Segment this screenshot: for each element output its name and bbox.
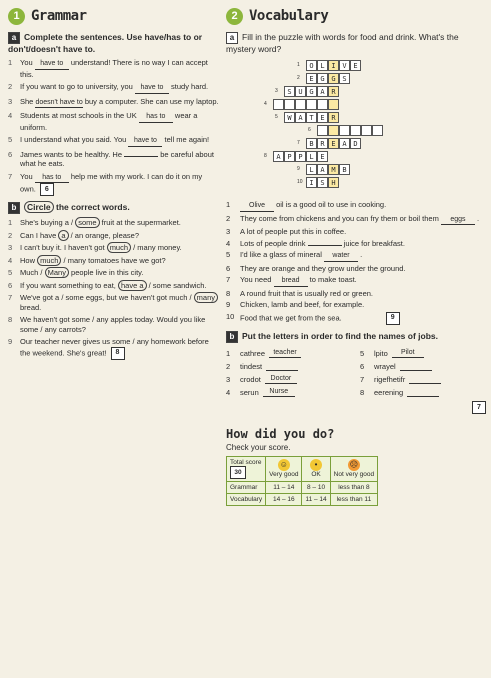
table-row: Vocabulary 14 – 16 11 – 14 less than 11	[227, 493, 378, 505]
puzzle-cell[interactable]	[350, 125, 361, 136]
total-score-box: 30	[230, 466, 246, 479]
circled-answer[interactable]: much	[107, 242, 131, 253]
puzzle-cell[interactable]: B	[306, 138, 317, 149]
puzzle-cell[interactable]: A	[317, 86, 328, 97]
list-item: 1 She's buying a / some fruit at the supermarket.	[8, 218, 181, 227]
table-row: Grammar 11 – 14 8 – 10 less than 8	[227, 481, 378, 493]
answer-blank[interactable]: Olive	[240, 201, 274, 212]
puzzle-cell[interactable]: A	[295, 112, 306, 123]
item-number: 3	[8, 96, 13, 106]
exercise-letter: a	[226, 32, 238, 44]
list-item: 2 If you want to go to university, you have to study hard.	[8, 82, 220, 94]
crossword-puzzle	[262, 58, 442, 198]
list-item: 6 James wants to be healthy. He be careful about what he eats.	[8, 149, 214, 168]
puzzle-cell[interactable]: S	[339, 73, 350, 84]
clue-number: 7	[297, 140, 300, 146]
answer-blank[interactable]: have to	[128, 136, 162, 147]
col-not-very-good: ☹ Not very good	[330, 456, 377, 481]
exercise-b	[226, 331, 486, 417]
neutral-face-icon: •	[310, 459, 322, 471]
answer-blank[interactable]	[400, 362, 432, 371]
job-item: 8 eerening	[360, 388, 486, 397]
circled-answer[interactable]: have a	[118, 280, 147, 291]
vocabulary-header	[226, 6, 486, 26]
puzzle-cell[interactable]: P	[284, 151, 295, 162]
list-item: 2 Can I have a / an orange, please?	[8, 230, 140, 240]
section-title: Grammar	[31, 8, 87, 24]
item-number: 5	[8, 135, 13, 144]
item-number: 6	[8, 280, 13, 290]
list-item: 10 Food that we get from the sea. 9	[226, 312, 486, 325]
puzzle-cell[interactable]: M	[328, 164, 339, 175]
puzzle-cell[interactable]: A	[339, 138, 350, 149]
puzzle-cell[interactable]: I	[306, 177, 317, 188]
puzzle-cell[interactable]: S	[284, 86, 295, 97]
item-number: 8	[226, 288, 231, 298]
puzzle-cell[interactable]: R	[317, 138, 328, 149]
exercise-items	[8, 218, 220, 360]
puzzle-cell[interactable]	[372, 125, 383, 136]
circled-answer[interactable]: many	[194, 292, 218, 303]
score-box[interactable]: 8	[111, 347, 125, 360]
answer-blank[interactable]: eggs	[441, 215, 475, 226]
puzzle-cell[interactable]: R	[328, 112, 339, 123]
puzzle-cell[interactable]: W	[284, 112, 295, 123]
how-subtitle: Check your score.	[226, 442, 291, 452]
exercise-letter: b	[226, 331, 238, 343]
score-box[interactable]: 6	[40, 183, 54, 196]
score-table	[226, 456, 378, 506]
item-number: 5	[8, 268, 13, 277]
list-item: 7 We've got a / some eggs, but we haven't got much / many bread.	[8, 293, 220, 312]
exercise-items	[8, 58, 220, 196]
item-number: 7	[8, 293, 13, 302]
circled-answer[interactable]: Many	[45, 267, 69, 278]
puzzle-cell[interactable]	[273, 99, 284, 110]
answer-blank[interactable]: have to	[35, 59, 69, 70]
list-item: 7 You need bread to make toast.	[226, 275, 486, 287]
col-ok: • OK	[302, 456, 330, 481]
answer-blank[interactable]	[124, 156, 158, 157]
item-number: 3	[226, 227, 231, 236]
exercise-instruction: a Complete the sentences. Use have/has to or don't/doesn't have to.	[8, 32, 203, 54]
puzzle-cell[interactable]: E	[328, 138, 339, 149]
list-item: 5 Much / Many people live in this city.	[8, 268, 144, 277]
clue-number: 10	[297, 179, 303, 185]
item-number: 2	[8, 82, 13, 91]
list-item: 8 We haven't got some / any apples today. Would you like some / any carrots?	[8, 315, 206, 334]
exercise-a	[226, 32, 486, 325]
puzzle-cell[interactable]: E	[317, 151, 328, 162]
puzzle-cell[interactable]	[328, 125, 339, 136]
exercise-instruction: a Fill in the puzzle with words for food and drink. What's the mystery word?	[226, 32, 459, 54]
exercise-instruction: b Put the letters in order to find the names of jobs.	[226, 331, 486, 343]
clue-number: 5	[275, 114, 278, 120]
answer-blank[interactable]: bread	[274, 276, 308, 287]
puzzle-cell[interactable]: B	[339, 164, 350, 175]
puzzle-cell[interactable]: G	[317, 73, 328, 84]
list-item: 6 If you want something to eat, have a / some sandwich.	[8, 280, 207, 290]
list-item: 4 Lots of people drink juice for breakfast.	[226, 238, 405, 248]
puzzle-cell[interactable]: U	[295, 86, 306, 97]
job-item: 3 crodot Doctor	[226, 375, 352, 384]
answer-blank[interactable]: water	[324, 251, 358, 262]
list-item: 8 A round fruit that is usually red or green.	[226, 288, 373, 298]
answer-blank[interactable]	[266, 362, 298, 371]
item-number: 10	[226, 311, 235, 321]
item-number: 7	[8, 171, 13, 181]
puzzle-cell[interactable]: P	[295, 151, 306, 162]
answer-blank[interactable]: Doctor	[265, 375, 297, 384]
clue-number: 4	[264, 101, 267, 107]
answer-blank[interactable]: Pilot	[392, 349, 424, 358]
exercise-b	[8, 202, 220, 360]
list-item: 3 A lot of people put this in coffee.	[226, 227, 347, 236]
puzzle-cell[interactable]: V	[339, 60, 350, 71]
puzzle-cell[interactable]: R	[328, 86, 339, 97]
total-score-cell: Total score 30	[227, 456, 266, 481]
section-number: 1	[8, 8, 25, 25]
puzzle-cell[interactable]: L	[317, 60, 328, 71]
answer-blank[interactable]: Nurse	[263, 388, 295, 397]
puzzle-cell[interactable]: A	[317, 164, 328, 175]
clue-number: 1	[297, 62, 300, 68]
answer-blank[interactable]	[308, 245, 342, 246]
item-number: 1	[8, 218, 13, 227]
exercise-letter: a	[8, 32, 20, 44]
col-very-good: ☺ Very good	[266, 456, 302, 481]
grammar-column	[8, 6, 220, 363]
clue-number: 3	[275, 88, 278, 94]
item-number: 5	[226, 250, 231, 259]
answer-blank[interactable]: teacher	[269, 349, 301, 358]
item-number: 6	[8, 149, 13, 159]
puzzle-cell[interactable]: E	[350, 60, 361, 71]
circled-answer[interactable]: a	[58, 230, 68, 241]
job-item: 1 cathree teacher	[226, 349, 352, 358]
list-item: 3 I can't buy it. I haven't got much / many money.	[8, 243, 182, 252]
job-item: 4 serun Nurse	[226, 388, 352, 397]
circled-answer[interactable]: some	[75, 217, 99, 228]
grammar-header	[8, 6, 220, 26]
puzzle-cell[interactable]: I	[328, 60, 339, 71]
item-number: 1	[226, 200, 231, 209]
answer-blank[interactable]: has to	[139, 112, 173, 123]
item-number: 4	[226, 238, 231, 248]
item-number: 8	[8, 315, 13, 324]
item-number: 6	[226, 263, 231, 273]
answer-blank[interactable]	[409, 375, 441, 384]
smile-icon: ☺	[279, 460, 288, 469]
item-number: 9	[226, 300, 231, 309]
puzzle-cell[interactable]	[317, 125, 328, 136]
list-item: 1 Olive oil is a good oil to use in cooking.	[226, 200, 486, 212]
item-number: 3	[8, 243, 13, 252]
job-item: 6 wrayel	[360, 362, 486, 371]
item-number: 2	[226, 213, 231, 223]
item-number: 2	[8, 230, 13, 240]
exercise-instruction: b Circle the correct words.	[8, 202, 220, 214]
list-item: 3 She doesn't have to buy a computer. She can use my laptop.	[8, 97, 220, 109]
exercise-letter: b	[8, 202, 20, 214]
item-number: 4	[8, 111, 13, 120]
circled-answer[interactable]: much	[37, 255, 61, 266]
puzzle-cell[interactable]	[306, 99, 317, 110]
job-item: 7 rigefhetifr	[360, 375, 486, 384]
list-item: 1 You have to understand! There is no way I can accept this.	[8, 58, 208, 79]
puzzle-cell[interactable]: L	[306, 164, 317, 175]
puzzle-cell[interactable]: A	[273, 151, 284, 162]
exercise-a	[8, 32, 220, 196]
section-number: 2	[226, 8, 243, 25]
puzzle-cell[interactable]: G	[328, 73, 339, 84]
list-item: 7 You has to help me with my work. I can do it on my own. 6	[8, 172, 220, 197]
answer-blank[interactable]: have to	[135, 83, 169, 94]
list-item: 9 Chicken, lamb and beef, for example.	[226, 300, 365, 309]
answer-blank[interactable]: has to	[35, 173, 69, 184]
circle-word: Circle	[24, 201, 54, 213]
item-number: 1	[8, 58, 13, 67]
item-number: 7	[226, 275, 231, 284]
puzzle-cell[interactable]: L	[306, 151, 317, 162]
vocabulary-column	[226, 6, 486, 506]
puzzle-cell[interactable]: S	[317, 177, 328, 188]
list-item: 2 They come from chickens and you can fry them or boil them eggs .	[226, 214, 486, 226]
list-item: 5 I'd like a glass of mineral water .	[226, 250, 486, 262]
clue-number: 9	[297, 166, 300, 172]
score-box[interactable]: 7	[472, 401, 486, 414]
frown-icon: ☹	[349, 460, 359, 469]
clue-number: 6	[308, 127, 311, 133]
list-item: 4 How much / many tomatoes have we got?	[8, 255, 166, 265]
item-number: 4	[8, 255, 13, 265]
how-title: How did you do?	[226, 426, 335, 441]
puzzle-cell[interactable]: H	[328, 177, 339, 188]
puzzle-cell[interactable]: G	[306, 86, 317, 97]
puzzle-cell[interactable]	[339, 125, 350, 136]
clue-number: 2	[297, 75, 300, 81]
puzzle-cell[interactable]	[295, 99, 306, 110]
jobs-grid	[226, 349, 486, 397]
list-item: 4 Students at most schools in the UK has to wear a uniform.	[8, 111, 198, 132]
list-item: 9 Our teacher never gives us some / any homework before the weekend. She's great! 8	[8, 337, 220, 360]
section-title: Vocabulary	[249, 8, 329, 24]
list-item: 6 They are orange and they grow under the ground.	[226, 263, 406, 273]
puzzle-cell[interactable]	[328, 99, 339, 110]
puzzle-cell[interactable]: O	[306, 60, 317, 71]
puzzle-cell[interactable]: E	[317, 112, 328, 123]
score-box[interactable]: 9	[386, 312, 400, 325]
puzzle-cell[interactable]: E	[306, 73, 317, 84]
item-number: 9	[8, 337, 13, 346]
puzzle-cell[interactable]	[361, 125, 372, 136]
job-item: 5 lpito Pilot	[360, 349, 486, 358]
puzzle-cell[interactable]	[284, 99, 295, 110]
puzzle-cell[interactable]	[317, 99, 328, 110]
crossword-clues	[226, 200, 486, 325]
list-item: 5 I understand what you said. You have to tell me again!	[8, 135, 220, 147]
answer-blank[interactable]	[407, 388, 439, 397]
job-item: 2 tindest	[226, 362, 352, 371]
answer-blank[interactable]: doesn't have to	[35, 98, 82, 109]
puzzle-cell[interactable]: D	[350, 138, 361, 149]
puzzle-cell[interactable]: T	[306, 112, 317, 123]
clue-number: 8	[264, 153, 267, 159]
